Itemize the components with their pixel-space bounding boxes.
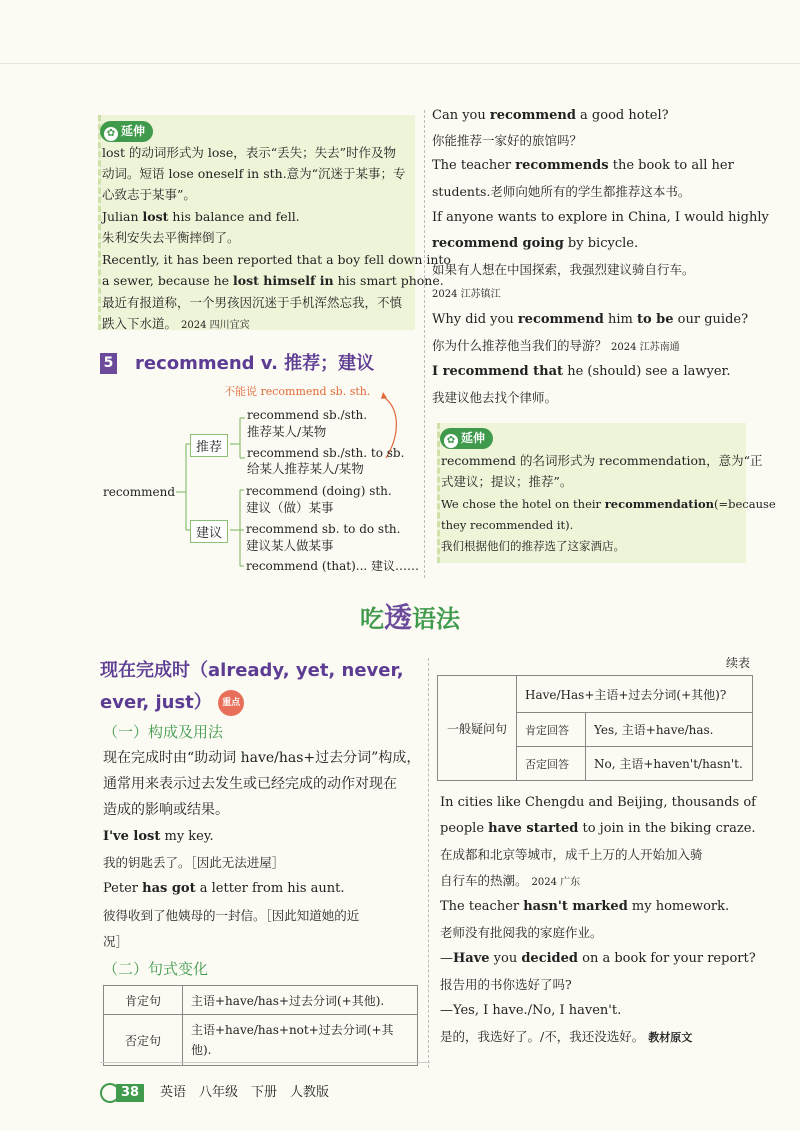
mindmap-item-cn: 建议某人做某事 <box>246 538 334 553</box>
table-cell-form: No, 主语+haven't/hasn't. <box>586 747 753 781</box>
rec-example-3-cont: recommend going by bicycle. <box>432 236 639 251</box>
rec-example-5: I recommend that he (should) see a lawyer. <box>432 364 731 379</box>
rec-example-5-cn: 我建议他去找个律师。 <box>432 390 558 405</box>
rec-example-1-cn: 你能推荐一家好的旅馆吗？ <box>432 133 583 148</box>
source-tag: 2024 四川宜宾 <box>181 320 250 331</box>
grammar-example-2-cn-cont: 况］ <box>103 934 129 949</box>
key-point-badge: 重点 <box>218 690 244 716</box>
table-row <box>104 986 418 1015</box>
grammar-example-1-cn: 我的钥匙丢了。［因此无法进屋］ <box>103 855 285 870</box>
ext-rec-line-1: recommend 的名词形式为 recommendation，意为“正 <box>441 453 763 468</box>
grammar-title-2: ever, just） 重点 <box>100 688 244 718</box>
rec-example-3-cn: 如果有人想在中国探索，我强烈建议骑自行车。 <box>432 262 695 277</box>
extension-badge: ✿ 延伸 <box>440 427 493 449</box>
source-tag: 2024 江苏镇江 <box>432 289 501 300</box>
ext-rec-example: We chose the hotel on their recommendation(=because <box>441 497 776 511</box>
ext-rec-example-cn: 我们根据他们的推荐选了这家酒店。 <box>441 539 625 553</box>
rec-example-2: The teacher recommends the book to all her <box>432 158 734 173</box>
continued-label: 续表 <box>726 656 751 670</box>
pp-example-3-cn: 报告用的书你选好了吗? <box>440 977 572 992</box>
source-tag: 教材原文 <box>648 1031 693 1044</box>
grammar-example-1: I've lost my key. <box>103 829 214 844</box>
ext-line-2: 动词。短语 lose oneself in sth.意为“沉迷于某事；专 <box>102 166 406 181</box>
mindmap-branch-suggest: 建议 <box>190 520 228 543</box>
ext-line-1: lost 的动词形式为 lose，表示“丢失；失去”时作及物 <box>102 145 397 160</box>
pp-example-1-cn: 在成都和北京等城市，成千上万的人开始加入骑 <box>440 847 703 862</box>
ext-rec-line-2: 式建议；提议；推荐”。 <box>441 474 573 489</box>
page-number: 38 <box>116 1084 144 1102</box>
grammar-subheading-1: （一）构成及用法 <box>103 723 224 741</box>
mindmap-item-cn: 给某人推荐某人/某物 <box>247 461 364 476</box>
extension-badge: ✿ 延伸 <box>100 120 153 142</box>
source-tag: 2024 广东 <box>531 877 581 888</box>
rec-example-4: Why did you recommend him to be our guide? <box>432 312 749 327</box>
grammar-para-3: 造成的影响或结果。 <box>103 802 229 818</box>
mindmap-item: recommend sb. to do sth. <box>246 522 401 536</box>
pp-example-2-cn: 老师没有批阅我的家庭作业。 <box>440 925 603 940</box>
example-sewer-cn-2: 跌入下水道。 2024 四川宜宾 <box>102 316 250 331</box>
grammar-example-2-cn: 彼得收到了他姨母的一封信。［因此知道她的近 <box>103 908 360 923</box>
grammar-subheading-2: （二）句式变化 <box>103 960 209 978</box>
example-sewer-1: Recently, it has been reported that a boy fell down into <box>102 252 451 267</box>
word-title: recommend v. 推荐；建议 <box>135 353 375 374</box>
table-row <box>438 676 753 713</box>
mindmap-item-cn: 建议（做）某事 <box>246 500 334 515</box>
mindmap-item: recommend sb./sth. <box>247 408 368 422</box>
table-cell-type: 肯定句 <box>104 986 183 1015</box>
pp-example-3: —Have you decided on a book for your report? <box>440 951 756 966</box>
table-cell-type: 一般疑问句 <box>438 676 517 781</box>
word-number: 5 <box>100 353 117 374</box>
example-sewer-cn-1: 最近有报道称，一个男孩因沉迷于手机浑然忘我，不慎 <box>102 295 403 310</box>
table-cell-label: 否定回答 <box>517 747 586 781</box>
table-cell-form: 主语+have/has+过去分词(+其他). <box>183 986 418 1015</box>
pp-example-1-cn-cont: 自行车的热潮。 2024 广东 <box>440 873 581 888</box>
pp-example-1-cont: people have started to join in the biking craze. <box>440 821 756 836</box>
footer-rule <box>100 1062 430 1063</box>
mindmap-item-cn: 推荐某人/某物 <box>247 424 327 439</box>
page-number-tab <box>100 1082 144 1102</box>
rec-example-3: If anyone wants to explore in China, I would highly <box>432 210 769 225</box>
mindmap-item: recommend sb./sth. to sb. <box>247 446 405 460</box>
section-banner: 吃透语法 <box>360 601 461 634</box>
mindmap-item: recommend (doing) sth. <box>246 484 392 498</box>
grammar-para-1: 现在完成时由“助动词 have/has+过去分词”构成， <box>103 750 421 766</box>
ext-line-3: 心致志于某事”。 <box>102 187 196 202</box>
rec-example-2-cont: students.老师向她所有的学生都推荐这本书。 <box>432 184 691 199</box>
table-cell-form: 主语+have/has+not+过去分词(+其他). <box>183 1015 418 1066</box>
pp-example-2: The teacher hasn't marked my homework. <box>440 899 730 914</box>
table-cell-form: Yes, 主语+have/has. <box>586 713 753 747</box>
continued-table <box>437 675 753 781</box>
example-julian: Julian lost his balance and fell. <box>102 209 300 224</box>
table-cell-type: 否定句 <box>104 1015 183 1066</box>
table-row <box>104 1015 418 1066</box>
mindmap-root: recommend <box>103 485 176 499</box>
mindmap-note: 不能说 recommend sb. sth. <box>224 385 371 398</box>
grammar-title-1: 现在完成时（already, yet, never, <box>100 660 404 681</box>
mindmap-item: recommend (that)... 建议…… <box>246 559 420 573</box>
sentence-form-table <box>103 985 418 1066</box>
person-icon: ✿ <box>104 127 118 141</box>
rec-example-4-cn: 你为什么推荐他当我们的导游？ 2024 江苏南通 <box>432 338 680 353</box>
page-fold-line <box>0 63 800 64</box>
table-cell-label: 肯定回答 <box>517 713 586 747</box>
pp-example-4: —Yes, I have./No, I haven't. <box>440 1003 622 1018</box>
grammar-example-2: Peter has got a letter from his aunt. <box>103 881 345 896</box>
ext-rec-example-cont: they recommended it). <box>441 518 574 532</box>
example-julian-cn: 朱利安失去平衡摔倒了。 <box>102 230 240 245</box>
mindmap-branch-recommend: 推荐 <box>190 434 228 457</box>
grammar-para-2: 通常用来表示过去发生或已经完成的动作对现在 <box>103 776 397 792</box>
person-icon: ✿ <box>444 434 458 448</box>
pp-example-4-cn: 是的，我选好了。/不，我还没选好。 教材原文 <box>440 1029 693 1044</box>
pp-example-1: In cities like Chengdu and Beijing, thousands of <box>440 795 756 810</box>
rec-example-1: Can you recommend a good hotel? <box>432 108 669 123</box>
footer-text: 英语 八年级 下册 人教版 <box>160 1085 330 1100</box>
column-divider <box>428 658 429 1068</box>
source-tag: 2024 江苏南通 <box>611 342 680 353</box>
table-cell-form: Have/Has+主语+过去分词(+其他)? <box>517 676 753 713</box>
example-sewer-2: a sewer, because he lost himself in his smart phone. <box>102 273 444 288</box>
column-divider <box>424 110 425 578</box>
